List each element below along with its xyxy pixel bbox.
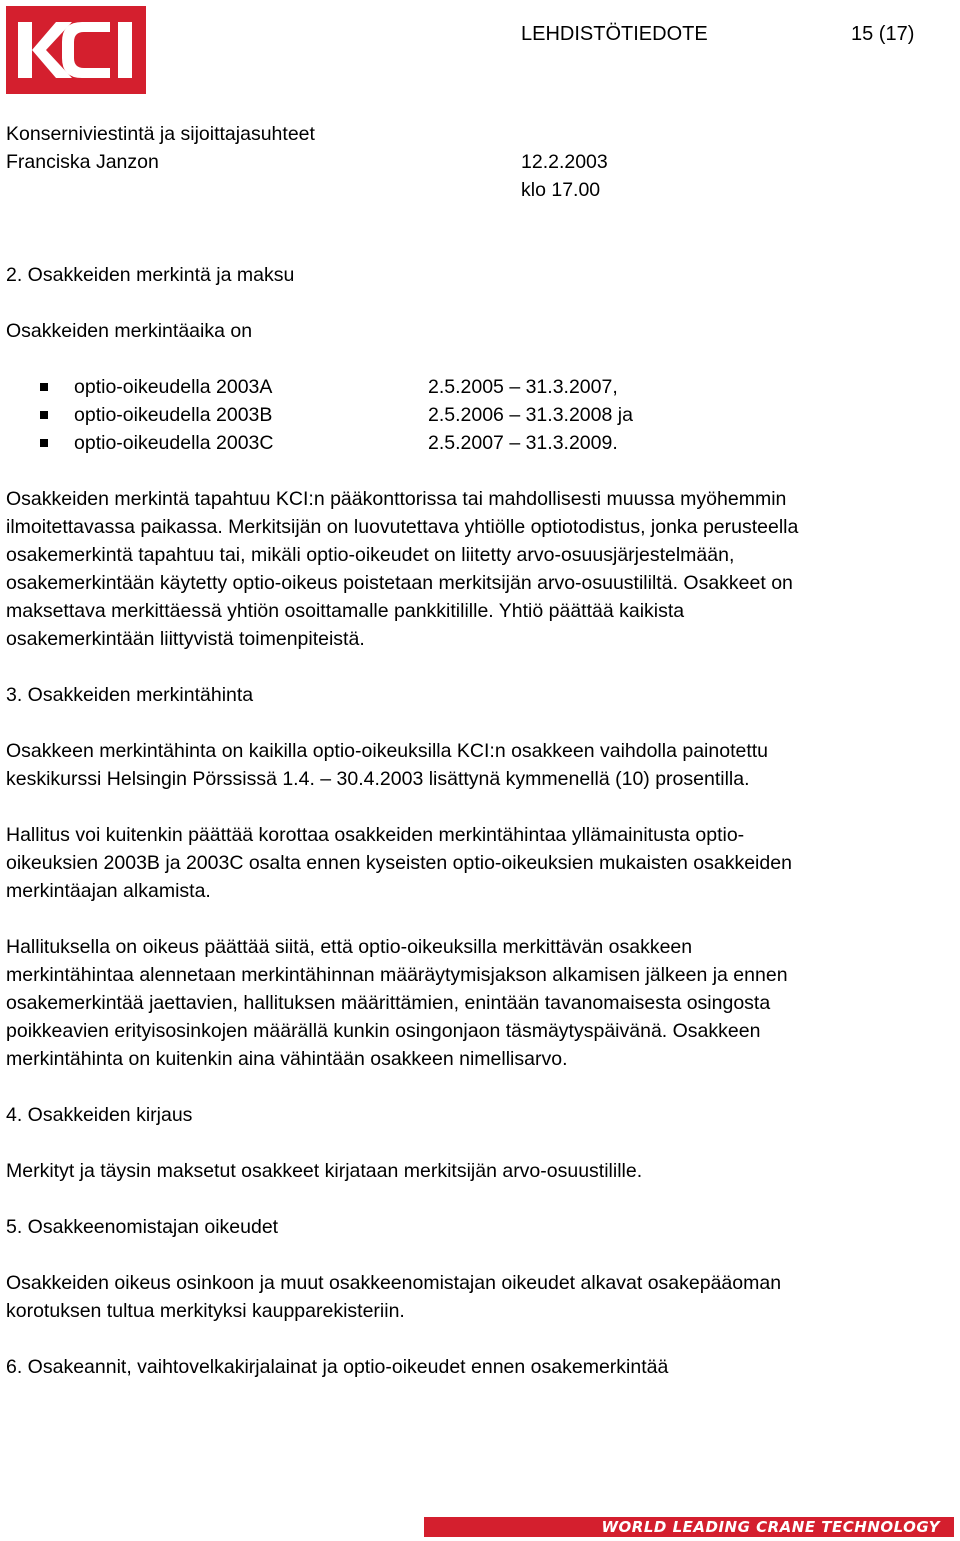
paragraph bbox=[6, 933, 946, 1073]
document-type: LEHDISTÖTIEDOTE bbox=[521, 23, 708, 45]
text-line: maksettava merkittäessä yhtiön osoittamalle pankkitilille. Yhtiö päättää kaikista bbox=[6, 600, 685, 622]
list-item-dates: 2.5.2005 – 31.3.2007, bbox=[428, 376, 618, 398]
paragraph bbox=[6, 821, 946, 905]
text-line: Osakkeiden oikeus osinkoon ja muut osakkeenomistajan oikeudet alkavat osakepääoman bbox=[6, 1272, 782, 1294]
text-line: merkintäajan alkamista. bbox=[6, 880, 211, 902]
section-intro: Osakkeiden merkintäaika on bbox=[6, 320, 253, 342]
list-item-label: optio-oikeudella 2003C bbox=[74, 432, 274, 454]
text-line: oikeuksien 2003B ja 2003C osalta ennen kyseisten optio-oikeuksien mukaisten osakkeiden bbox=[6, 852, 792, 874]
text-line: osakemerkintä tapahtuu tai, mikäli optio-oikeudet on liitetty arvo-osuusjärjestelmään, bbox=[6, 544, 735, 566]
department: Konserniviestintä ja sijoittajasuhteet bbox=[6, 123, 315, 145]
text-line: osakemerkintää jaettavien, hallituksen määrittämien, enintään tavanomaisesta osingosta bbox=[6, 992, 771, 1014]
list-item-label: optio-oikeudella 2003A bbox=[74, 376, 273, 398]
list-item-dates: 2.5.2007 – 31.3.2009. bbox=[428, 432, 618, 454]
text-line: Osakkeen merkintähinta on kaikilla optio-oikeuksilla KCI:n osakkeen vaihdolla painotettu bbox=[6, 740, 769, 762]
text-line: korotuksen tultua merkityksi kaupparekisteriin. bbox=[6, 1300, 405, 1322]
paragraph bbox=[6, 1157, 946, 1185]
section-heading: 2. Osakkeiden merkintä ja maksu bbox=[6, 264, 295, 286]
page-number: 15 (17) bbox=[851, 23, 915, 45]
text-line: Hallituksella on oikeus päättää siitä, että optio-oikeuksilla merkittävän osakkeen bbox=[6, 936, 693, 958]
text-line: osakemerkintään käytetty optio-oikeus poistetaan merkitsijän arvo-osuustililtä. Osakkeet on bbox=[6, 572, 793, 594]
text-line: Merkityt ja täysin maksetut osakkeet kirjataan merkitsijän arvo-osuustilille. bbox=[6, 1160, 643, 1182]
kci-logo-mark bbox=[6, 6, 146, 94]
author-name: Franciska Janzon bbox=[6, 151, 159, 173]
text-line: merkintähintaa alennetaan merkintähinnan määräytymisjakson alkamisen jälkeen ja ennen bbox=[6, 964, 788, 986]
section-heading: 5. Osakkeenomistajan oikeudet bbox=[6, 1216, 279, 1238]
footer-slogan-bar bbox=[424, 1517, 954, 1537]
text-line: Hallitus voi kuitenkin päättää korottaa osakkeiden merkintähintaa yllämainitusta optio- bbox=[6, 824, 745, 846]
bullet-icon bbox=[40, 439, 48, 447]
section-heading: 6. Osakeannit, vaihtovelkakirjalainat ja optio-oikeudet ennen osakemerkintää bbox=[6, 1356, 669, 1378]
text-line: ilmoitettavassa paikassa. Merkitsijän on luovutettava yhtiölle optiotodistus, jonka perusteella bbox=[6, 516, 799, 538]
section-heading: 4. Osakkeiden kirjaus bbox=[6, 1104, 193, 1126]
text-line: merkintähinta on kuitenkin aina vähintään osakkeen nimellisarvo. bbox=[6, 1048, 568, 1070]
paragraph bbox=[6, 737, 946, 793]
paragraph bbox=[6, 485, 946, 653]
text-line: keskikurssi Helsingin Pörssissä 1.4. – 30.4.2003 lisättynä kymmenellä (10) prosentilla. bbox=[6, 768, 750, 790]
bullet-icon bbox=[40, 383, 48, 391]
release-time: klo 17.00 bbox=[521, 179, 601, 201]
text-line: poikkeavien erityisosinkojen määrällä kunkin osingonjaon täsmäytyspäivänä. Osakkeen bbox=[6, 1020, 761, 1042]
list-item-dates: 2.5.2006 – 31.3.2008 ja bbox=[428, 404, 633, 426]
text-line: Osakkeiden merkintä tapahtuu KCI:n pääkonttorissa tai mahdollisesti muussa myöhemmin bbox=[6, 488, 787, 510]
bullet-icon bbox=[40, 411, 48, 419]
release-date: 12.2.2003 bbox=[521, 151, 608, 173]
text-line: osakemerkintään liittyvistä toimenpiteistä. bbox=[6, 628, 365, 650]
kci-logo bbox=[6, 6, 146, 94]
footer-slogan: WORLD LEADING CRANE TECHNOLOGY bbox=[601, 1518, 940, 1536]
section-heading: 3. Osakkeiden merkintähinta bbox=[6, 684, 254, 706]
list-item-label: optio-oikeudella 2003B bbox=[74, 404, 273, 426]
paragraph bbox=[6, 1269, 946, 1325]
